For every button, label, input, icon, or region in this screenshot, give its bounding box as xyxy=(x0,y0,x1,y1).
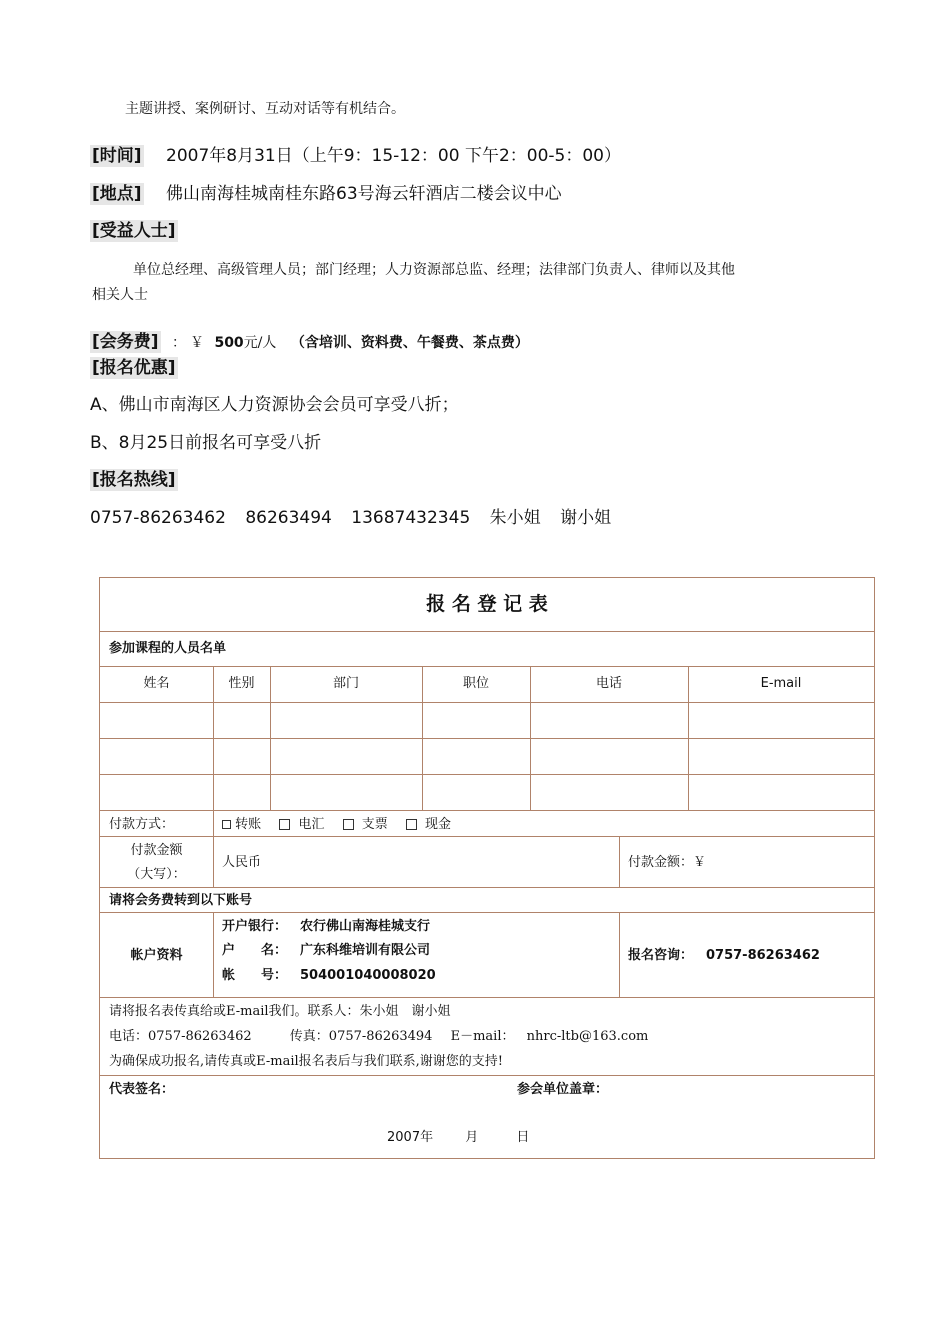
hotline-label: [报名热线] xyxy=(92,470,176,490)
notice-fax: 传真：0757-86263494 xyxy=(289,1029,433,1044)
payment-method-label: 付款方式： xyxy=(109,817,175,832)
hotline-contact1: 朱小姐 xyxy=(489,508,541,528)
stamp-label: 参会单位盖章： xyxy=(517,1082,609,1097)
signature-area[interactable] xyxy=(190,1078,490,1118)
fee-line xyxy=(172,333,529,353)
col-department: 部门 xyxy=(332,676,359,691)
participant-row-1[interactable] xyxy=(100,703,874,738)
discount-label: [报名优惠] xyxy=(92,358,176,378)
registration-form xyxy=(99,577,875,1159)
notice-line2 xyxy=(109,1028,648,1046)
amount-label-line2: （大写）： xyxy=(127,867,186,882)
notice-email[interactable]: nhrc-ltb@163.com xyxy=(526,1029,649,1044)
fee-label: [会务费] xyxy=(92,332,159,352)
fee-note: （含培训、资料费、午餐费、茶点费） xyxy=(290,335,529,351)
col-position: 职位 xyxy=(462,676,489,691)
audience-line1: 单位总经理、高级管理人员；部门经理；人力资源部总监、经理；法律部门负责人、律师以及其他 xyxy=(133,262,735,278)
col-name: 姓名 xyxy=(143,676,170,691)
hotline-contact2: 谢小姐 xyxy=(560,508,612,528)
place-label: [地点] xyxy=(92,184,142,204)
discount-a: A、佛山市南海区人力资源协会会员可享受八折； xyxy=(90,395,459,415)
bank-value: 农行佛山南海桂城支行 xyxy=(300,919,431,934)
transfer-header: 请将会务费转到以下账号 xyxy=(109,893,253,908)
participant-row-3[interactable] xyxy=(100,775,874,810)
intro-text: 主题讲授、案例研讨、互动对话等有机结合。 xyxy=(125,101,405,117)
hotline-phone1: 0757-86263462 xyxy=(90,508,226,528)
date-year: 2007年 xyxy=(387,1130,434,1145)
col-phone: 电话 xyxy=(595,676,622,691)
notice-email-label: E－mail： xyxy=(450,1029,515,1044)
participants-header: 参加课程的人员名单 xyxy=(109,641,227,656)
fee-amount: 500 xyxy=(214,335,244,351)
bank-label: 开户银行： xyxy=(222,919,288,934)
col-email: E-mail xyxy=(760,676,802,691)
form-title: 报 名 登 记 表 xyxy=(426,593,548,615)
notice-line1: 请将报名表传真给或E-mail我们。联系人：朱小姐 谢小姐 xyxy=(109,1004,451,1019)
checkbox-cheque[interactable] xyxy=(343,819,354,830)
participant-row-2[interactable] xyxy=(100,739,874,774)
notice-line3: 为确保成功报名,请传真或E-mail报名表后与我们联系,谢谢您的支持! xyxy=(109,1054,504,1069)
place-value: 佛山南海桂城南桂东路63号海云轩酒店二楼会议中心 xyxy=(166,184,562,204)
time-label: [时间] xyxy=(92,146,142,166)
holder-value: 广东科维培训有限公司 xyxy=(300,943,431,958)
account-no-label: 帐 号： xyxy=(222,968,288,983)
option-cash: 现金 xyxy=(425,817,452,832)
option-cheque: 支票 xyxy=(361,817,388,832)
audience-label: [受益人士] xyxy=(92,221,176,241)
option-transfer: 转账 xyxy=(235,817,262,832)
notice-phone: 电话：0757-86263462 xyxy=(109,1029,252,1044)
checkbox-transfer[interactable] xyxy=(222,820,231,829)
checkbox-cash[interactable] xyxy=(406,819,417,830)
hotline-phone3: 13687432345 xyxy=(351,508,471,528)
amount-right-label: 付款金额：￥ xyxy=(628,855,707,870)
option-wire: 电汇 xyxy=(298,817,325,832)
checkbox-wire[interactable] xyxy=(279,819,290,830)
fee-colon: ： xyxy=(172,335,186,351)
amount-currency: 人民币 xyxy=(222,855,262,870)
fee-currency: ￥ xyxy=(190,335,204,351)
discount-b: B、8月25日前报名可享受八折 xyxy=(90,433,322,453)
audience-line2: 相关人士 xyxy=(92,287,148,303)
account-no-value: 504001040008020 xyxy=(300,968,436,983)
date-day: 日 xyxy=(516,1130,530,1145)
consult-value: 0757-86263462 xyxy=(706,948,820,963)
payment-options xyxy=(222,816,451,834)
hotline-line xyxy=(90,507,611,529)
date-month: 月 xyxy=(465,1130,479,1145)
holder-label: 户 名： xyxy=(222,943,288,958)
time-value: 2007年8月31日（上午9：15-12：00 下午2：00-5：00） xyxy=(166,146,621,166)
sign-label: 代表签名： xyxy=(109,1082,175,1097)
hotline-phone2: 86263494 xyxy=(245,508,332,528)
amount-input[interactable] xyxy=(280,840,610,884)
account-label: 帐户资料 xyxy=(130,948,183,963)
date-line xyxy=(387,1129,529,1147)
consult-label: 报名咨询： xyxy=(628,948,694,963)
amount-label-line1: 付款金额 xyxy=(130,843,183,858)
fee-unit: 元/人 xyxy=(243,335,277,351)
col-gender: 性别 xyxy=(228,676,255,691)
